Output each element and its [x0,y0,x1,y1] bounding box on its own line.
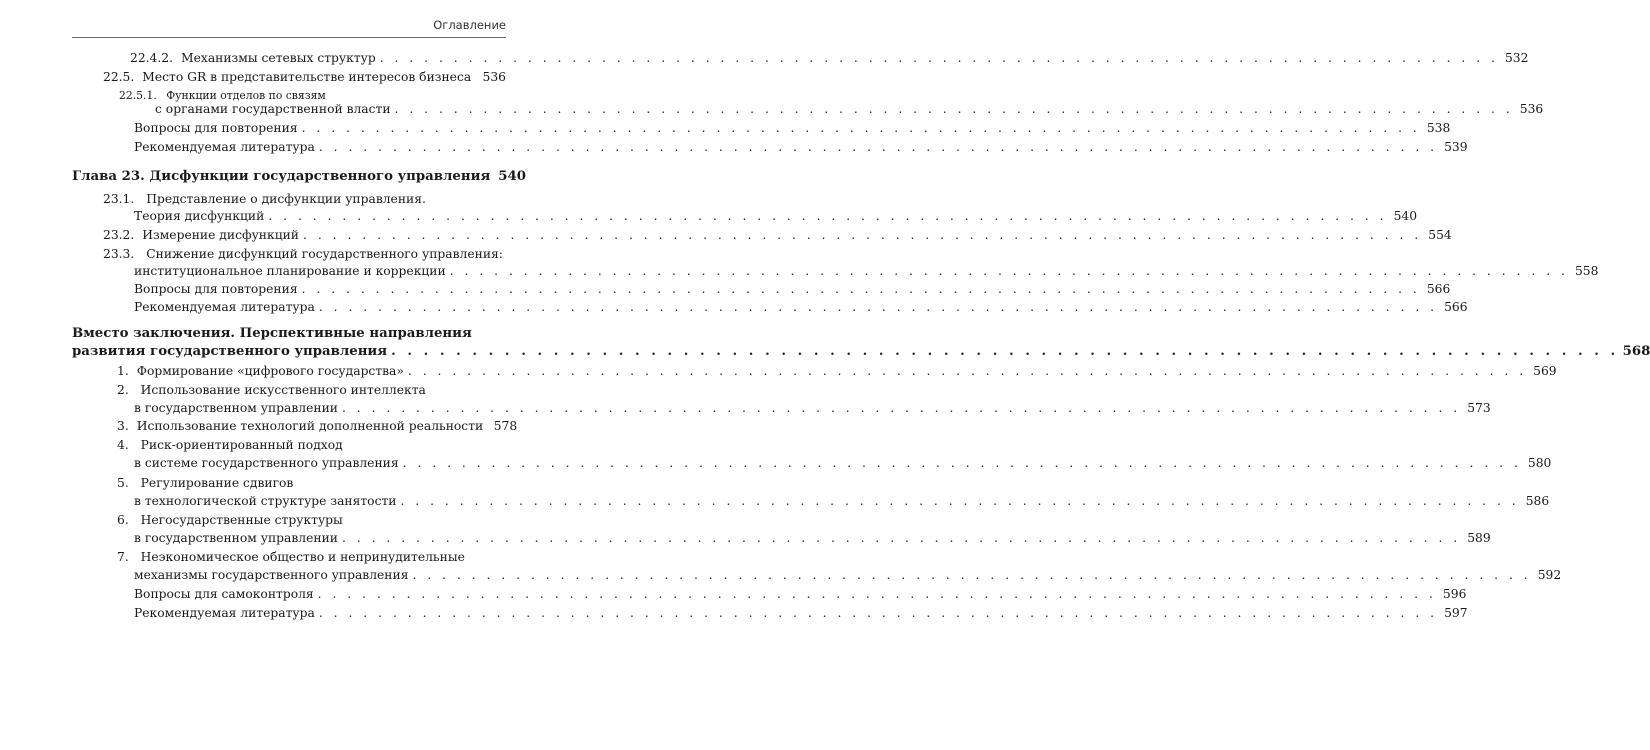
entry-title-line1: Риск-ориентированный подход [140,438,343,452]
entry-number: 23.2. [103,228,135,242]
entry-page: 586 [1525,494,1550,508]
entry-title-line1: Использование искусственного интеллекта [140,383,426,397]
chapter-title: Глава 23. Дисфункции государственного управления [72,169,491,184]
entry-number: 6. [117,513,129,527]
entry-title-line2: в государственном управлении [134,401,338,415]
entry-title-line2: институциональное планирование и коррекции [134,264,446,278]
entry-page: 540 [1393,209,1418,223]
dot-leader: . . . . . . . . . . . . . . . . . . . . . . . . . . . . . . . . . . . . . . . . . . . . . . . . . . . . . . . . . . . . . . . . . . . . . . . . . . . . [400,494,1520,508]
entry-page: 536 [482,70,506,84]
entry-page: 573 [1467,401,1491,415]
entry-page: 596 [1442,587,1467,601]
entry-title-line1: Функции отделов по связям [166,89,326,102]
entry-number: 4. [117,438,129,452]
toc-entry[interactable] [103,70,506,84]
entry-page: 589 [1467,531,1491,545]
entry-number: 22.4.2. [130,51,174,65]
entry-page: 536 [1519,102,1544,116]
entry-title-line2: в технологической структуре занятости [134,494,397,508]
entry-page: 580 [1527,456,1552,470]
entry-page: 566 [1444,300,1468,314]
toc-entry[interactable] [130,51,1529,65]
dot-leader: . . . . . . . . . . . . . . . . . . . . . . . . . . . . . . . . . . . . . . . . . . . . . . . . . . . . . . . . . . . . . . . . . . . . . . . . . . . . [318,606,1438,620]
entry-title-line1: Регулирование сдвигов [140,476,294,490]
toc-entry[interactable] [134,282,1451,296]
entry-number: 7. [117,550,129,564]
entry-page: 532 [1504,51,1529,65]
toc-chapter[interactable] [72,169,527,184]
entry-title: Рекомендуемая литература [134,606,315,620]
entry-page: 539 [1444,140,1468,154]
dot-leader: . . . . . . . . . . . . . . . . . . . . . . . . . . . . . . . . . . . . . . . . . . . . . . . . . . . . . . . . . . . . . . . . . . . . . . . . . . . . [449,264,1569,278]
entry-title-line1: Негосударственные структуры [140,513,343,527]
entry-title: Место GR в представительстве интересов бизнеса [142,70,472,84]
entry-number: 23.3. [103,247,135,261]
entry-title: Вопросы для повторения [134,121,298,135]
dot-leader: . . . . . . . . . . . . . . . . . . . . . . . . . . . . . . . . . . . . . . . . . . . . . . . . . . . . . . . . . . . . . . . . . . . . . . . . . . . . [379,51,1499,65]
entry-page: 597 [1444,606,1468,620]
entry-page: 578 [493,419,518,433]
header-rule [72,37,506,38]
entry-title-line2: в системе государственного управления [134,456,399,470]
dot-leader: . . . . . . . . . . . . . . . . . . . . . . . . . . . . . . . . . . . . . . . . . . . . . . . . . . . . . . . . . . . . . . . . . . . . . . . . . . . . [301,282,1421,296]
chapter-title-line1: Вместо заключения. Перспективные направления [72,326,472,341]
toc-entry[interactable] [103,228,1452,242]
entry-number: 2. [117,383,129,397]
entry-number: 5. [117,476,129,490]
dot-leader: . . . . . . . . . . . . . . . . . . . . . . . . . . . . . . . . . . . . . . . . . . . . . . . . . . . . . . . . . . . . . . . . . . . . . . . . . . . . [318,140,1438,154]
entry-title: Вопросы для самоконтроля [134,587,314,601]
entry-number: 23.1. [103,192,135,206]
dot-leader: . . . . . . . . . . . . . . . . . . . . . . . . . . . . . . . . . . . . . . . . . . . . . . . . . . . . . . . . . . . . . . . . . . . . . . . . . . . . [318,300,1438,314]
toc-entry[interactable] [134,121,1451,135]
entry-number: 22.5. [103,70,135,84]
toc-entry[interactable] [117,364,1557,378]
entry-title: Измерение дисфункций [142,228,299,242]
entry-number: 3. [117,419,129,433]
entry-title-line2: механизмы государственного управления [134,568,409,582]
dot-leader: . . . . . . . . . . . . . . . . . . . . . . . . . . . . . . . . . . . . . . . . . . . . . . . . . . . . . . . . . . . . . . . . . . . . . . . . . . . . [391,344,1619,359]
entry-page: 569 [1533,364,1557,378]
entry-title: Формирование «цифрового государства» [136,364,404,378]
entry-title-line1: Неэкономическое общество и непринудительные [140,550,465,564]
entry-title-line2: в государственном управлении [134,531,338,545]
dot-leader: . . . . . . . . . . . . . . . . . . . . . . . . . . . . . . . . . . . . . . . . . . . . . . . . . . . . . . . . . . . . . . . . . . . . . . . . . . . . [303,228,1422,242]
entry-title-line1: Представление о дисфункции управления. [146,192,426,206]
entry-title: Рекомендуемая литература [134,300,315,314]
dot-leader: . . . . . . . . . . . . . . . . . . . . . . . . . . . . . . . . . . . . . . . . . . . . . . . . . . . . . . . . . . . . . . . . . . . . . . . . . . . . [301,121,1421,135]
toc-entry[interactable] [134,606,1468,620]
dot-leader: . . . . . . . . . . . . . . . . . . . . . . . . . . . . . . . . . . . . . . . . . . . . . . . . . . . . . . . . . . . . . . . . . . . . . . . . . . . . [341,531,1461,545]
chapter-title-line2: развития государственного управления [72,344,388,359]
chapter-page: 568 [1622,344,1650,359]
entry-page: 566 [1426,282,1451,296]
chapter-page: 540 [498,169,527,184]
entry-title-line2: Теория дисфункций [134,209,265,223]
dot-leader [475,70,476,84]
dot-leader: . . . . . . . . . . . . . . . . . . . . . . . . . . . . . . . . . . . . . . . . . . . . . . . . . . . . . . . . . . . . . . . . . . . . . . . . . . . . [268,209,1388,223]
entry-number: 22.5.1. [119,89,157,102]
entry-title: Рекомендуемая литература [134,140,315,154]
dot-leader: . . . . . . . . . . . . . . . . . . . . . . . . . . . . . . . . . . . . . . . . . . . . . . . . . . . . . . . . . . . . . . . . . . . . . . . . . . . . [317,587,1437,601]
entry-page: 554 [1428,228,1452,242]
toc-entry[interactable] [134,587,1467,601]
toc-entry[interactable] [134,300,1468,314]
header-title: Оглавление [433,18,506,32]
dot-leader: . . . . . . . . . . . . . . . . . . . . . . . . . . . . . . . . . . . . . . . . . . . . . . . . . . . . . . . . . . . . . . . . . . . . . . . . . . . . [394,102,1514,116]
toc-entry[interactable] [134,140,1468,154]
entry-title: Механизмы сетевых структур [181,51,376,65]
entry-page: 558 [1574,264,1599,278]
entry-number: 1. [117,364,129,378]
dot-leader: . . . . . . . . . . . . . . . . . . . . . . . . . . . . . . . . . . . . . . . . . . . . . . . . . . . . . . . . . . . . . . . . . . . . . . . . . . . . [407,364,1527,378]
dot-leader: . . . . . . . . . . . . . . . . . . . . . . . . . . . . . . . . . . . . . . . . . . . . . . . . . . . . . . . . . . . . . . . . . . . . . . . . . . . . [412,568,1532,582]
dot-leader: . . . . . . . . . . . . . . . . . . . . . . . . . . . . . . . . . . . . . . . . . . . . . . . . . . . . . . . . . . . . . . . . . . . . . . . . . . . . [341,401,1461,415]
entry-title: Использование технологий дополненной реальности [136,419,484,433]
entry-title-line2: с органами государственной власти [155,102,391,116]
toc-entry[interactable] [117,419,518,433]
dot-leader: . . . . . . . . . . . . . . . . . . . . . . . . . . . . . . . . . . . . . . . . . . . . . . . . . . . . . . . . . . . . . . . . . . . . . . . . . . . . [402,456,1522,470]
entry-page: 538 [1426,121,1451,135]
entry-page: 592 [1537,568,1562,582]
entry-title: Вопросы для повторения [134,282,298,296]
entry-title-line1: Снижение дисфункций государственного управления: [146,247,503,261]
